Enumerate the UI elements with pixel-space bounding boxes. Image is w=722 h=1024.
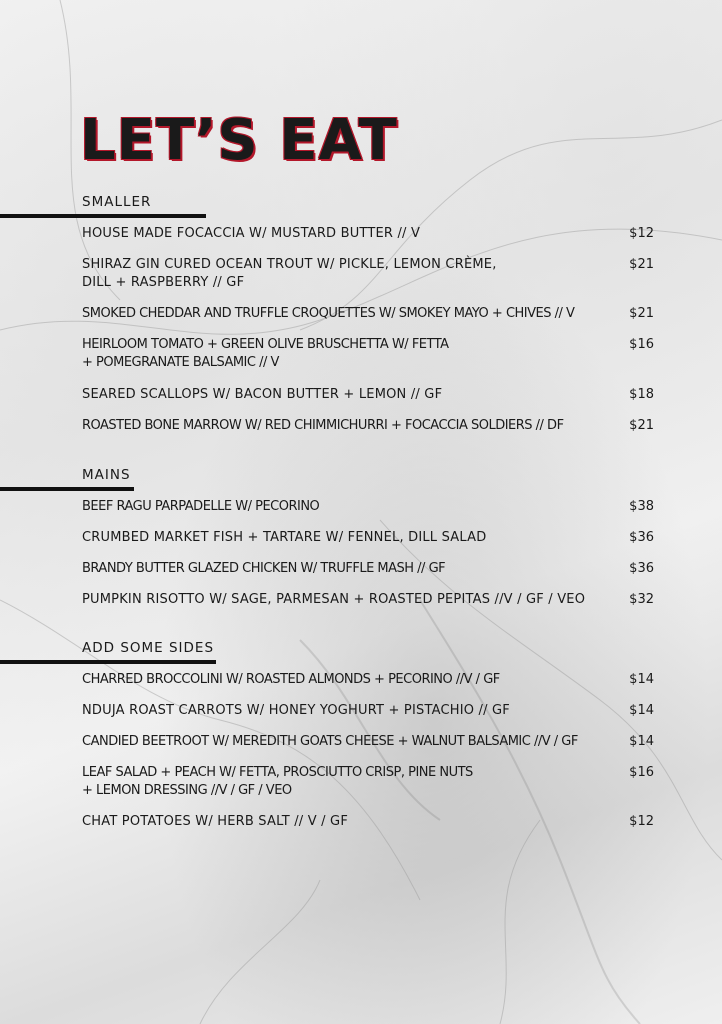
- section-title: SMALLER: [82, 194, 152, 210]
- item-price: $14: [629, 734, 654, 749]
- item-name: SMOKED CHEDDAR AND TRUFFLE CROQUETTES W/ SMOKEY MAYO + CHIVES // V: [82, 306, 575, 321]
- item-name: CHARRED BROCCOLINI W/ ROASTED ALMONDS + PECORINO //V / GF: [82, 672, 500, 687]
- item-name: CANDIED BEETROOT W/ MEREDITH GOATS CHEESE + WALNUT BALSAMIC //V / GF: [82, 734, 578, 749]
- item-price: $36: [629, 561, 654, 576]
- section-sides: [0, 640, 722, 829]
- item-name: PUMPKIN RISOTTO W/ SAGE, PARMESAN + ROASTED PEPITAS //V / GF / VEO: [82, 592, 586, 607]
- item-name: LEAF SALAD + PEACH W/ FETTA, PROSCIUTTO CRISP, PINE NUTS + LEMON DRESSING //V / GF / VEO: [82, 765, 473, 798]
- item-price: $38: [629, 499, 654, 514]
- section-rule: [0, 660, 216, 664]
- item-price: $14: [629, 672, 654, 687]
- section-header: [0, 467, 722, 495]
- item-price: $12: [629, 226, 654, 241]
- item-price: $12: [629, 814, 654, 829]
- section-title: MAINS: [82, 467, 131, 483]
- section-header: [0, 640, 722, 668]
- item-price: $21: [629, 306, 654, 321]
- menu-title: LET’S EAT: [80, 108, 398, 173]
- item-name: BEEF RAGU PARPADELLE W/ PECORINO: [82, 499, 320, 514]
- item-name: CRUMBED MARKET FISH + TARTARE W/ FENNEL, DILL SALAD: [82, 530, 487, 545]
- item-price: $18: [629, 387, 654, 402]
- item-price: $32: [629, 592, 654, 607]
- section-rule: [0, 214, 206, 218]
- item-price: $21: [629, 418, 654, 433]
- item-name: CHAT POTATOES W/ HERB SALT // V / GF: [82, 814, 349, 829]
- item-price: $14: [629, 703, 654, 718]
- section-header: [0, 194, 722, 222]
- section-title: ADD SOME SIDES: [82, 640, 215, 656]
- item-price: $16: [629, 337, 654, 352]
- item-price: $36: [629, 530, 654, 545]
- section-mains: [0, 467, 722, 607]
- item-name: SHIRAZ GIN CURED OCEAN TROUT W/ PICKLE, LEMON CRÈME, DILL + RASPBERRY // GF: [82, 257, 497, 290]
- item-price: $21: [629, 257, 654, 272]
- item-name: BRANDY BUTTER GLAZED CHICKEN W/ TRUFFLE MASH // GF: [82, 561, 446, 576]
- item-name: HEIRLOOM TOMATO + GREEN OLIVE BRUSCHETTA W/ FETTA + POMEGRANATE BALSAMIC // V: [82, 337, 449, 370]
- item-name: NDUJA ROAST CARROTS W/ HONEY YOGHURT + PISTACHIO // GF: [82, 703, 510, 718]
- item-name: HOUSE MADE FOCACCIA W/ MUSTARD BUTTER // V: [82, 226, 421, 241]
- item-price: $16: [629, 765, 654, 780]
- item-name: ROASTED BONE MARROW W/ RED CHIMMICHURRI + FOCACCIA SOLDIERS // DF: [82, 418, 564, 433]
- section-smaller: [0, 194, 722, 433]
- section-rule: [0, 487, 134, 491]
- item-name: SEARED SCALLOPS W/ BACON BUTTER + LEMON // GF: [82, 387, 443, 402]
